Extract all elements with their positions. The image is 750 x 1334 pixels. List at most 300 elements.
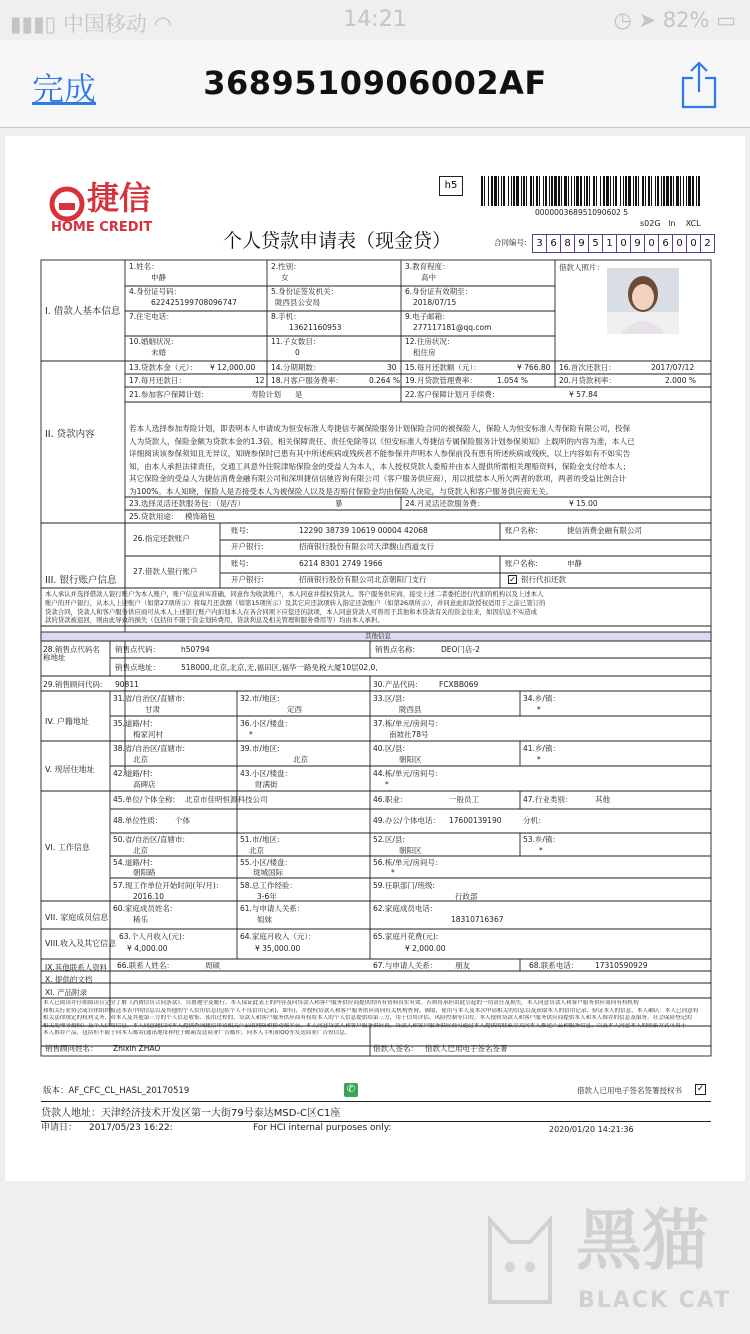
contract-digit: 0 — [686, 235, 700, 252]
f46-value: 一般员工 — [449, 795, 479, 804]
pos-code-value: h50794 — [181, 645, 210, 654]
barcode-bar — [623, 176, 624, 206]
f15-value: ¥ 766.80 — [517, 363, 551, 372]
f57-value: 2016.10 — [133, 892, 165, 901]
barcode-bar — [523, 176, 525, 206]
f18-label: 18.月客户服务费率： — [271, 376, 343, 385]
home-credit-logo — [49, 179, 169, 238]
bank2-label: 开户银行: — [231, 575, 264, 584]
f27-label: 27.借款人银行账户 — [133, 567, 198, 576]
f2-label: 2.性别： — [271, 262, 301, 271]
ext-label: 分机： — [523, 816, 546, 825]
barcode-bar — [533, 176, 534, 206]
pos-code-label: 销售点代码： — [115, 645, 160, 654]
barcode-bar — [657, 176, 659, 206]
contract-digit: 3 — [536, 238, 543, 249]
barcode-bar — [568, 176, 569, 206]
f42-label: 42.道路/村: — [113, 769, 153, 778]
f38-label: 38.省/自治区/直辖市: — [113, 744, 186, 753]
f51-value: 北京 — [249, 846, 264, 855]
f3-value: 高中 — [421, 273, 436, 282]
barcode-bar — [680, 176, 681, 206]
f14-value: 30 — [387, 363, 397, 372]
f54-value: 朝阳路 — [133, 868, 156, 877]
f67-value: 朋友 — [455, 961, 470, 970]
f47-value: 其他 — [595, 795, 610, 804]
barcode-bar — [508, 176, 509, 206]
f17-label: 17.每月还款日： — [129, 376, 186, 385]
f62-label: 62.家庭成员电话： — [373, 904, 438, 913]
section-4-title: IV. 户籍地址 — [45, 717, 89, 726]
section-1-title: I. 借款人基本信息 — [45, 306, 121, 317]
barcode-bar — [666, 176, 669, 206]
section-3-title: III. 银行账户信息 — [45, 575, 117, 586]
barcode-bar — [580, 176, 582, 206]
battery-percent: 82% — [662, 8, 710, 32]
barcode-bar — [635, 176, 637, 206]
barcode-bar — [683, 176, 684, 206]
f66-label: 66.联系人姓名： — [117, 961, 174, 970]
f4-value: 622425199708096747 — [151, 298, 237, 307]
f54-label: 54.道路/村: — [113, 858, 153, 867]
barcode — [479, 176, 705, 206]
barcode-bar — [543, 176, 544, 206]
f1-label: 1.姓名： — [129, 262, 159, 271]
navigation-bar — [0, 40, 750, 128]
f2-value: 女 — [281, 273, 289, 282]
bank-label: 开户银行: — [231, 542, 264, 551]
f16-label: 16.首次还款日： — [559, 363, 616, 372]
payee2-label: 账户名称: — [505, 559, 538, 568]
f59-value: 行政部 — [455, 892, 478, 901]
sales-sign-value: Zhixin ZHAO — [113, 1044, 161, 1053]
hci-internal-label: For HCI internal purposes only: — [253, 1123, 392, 1133]
barcode-bar — [530, 176, 532, 206]
f3-label: 3.教育程度： — [405, 262, 450, 271]
battery-icon: ▭ — [716, 8, 736, 32]
f6-value: 2018/07/15 — [413, 298, 457, 307]
f57-label: 57.现工作单位开始时间(年/月)： — [113, 881, 224, 890]
f8-label: 8.手机： — [271, 312, 301, 321]
f34-label: 34.乡/镇： — [523, 694, 560, 703]
f6-label: 6.身份证有效期至： — [405, 287, 473, 296]
barcode-bar — [645, 176, 646, 206]
barcode-bar — [498, 176, 499, 206]
f19-label: 19.月贷款管理费率： — [405, 376, 477, 385]
payee-value: 捷信消费金融有限公司 — [567, 526, 642, 535]
phone-icon: ✆ — [344, 1083, 358, 1097]
f32-label: 32.市/地区: — [240, 694, 280, 703]
f23-label: 23.选择灵活还款服务包：（是/否） — [129, 499, 245, 508]
brand-name-cn: 捷信 — [87, 179, 152, 217]
withhold-label: 银行代扣还款 — [521, 575, 566, 584]
f64-label: 64.家庭月收入（元）： — [240, 932, 316, 941]
f9-value: 277117181@qq.com — [413, 323, 492, 332]
location-icon: ➤ — [638, 8, 657, 32]
section-6-title: VI. 工作信息 — [45, 843, 90, 852]
f45-label: 45.单位/个体全称: — [113, 795, 175, 804]
section-2-title: II. 贷款内容 — [45, 429, 95, 440]
pos-addr-value: 518000,北京,北京,无,福田区,福华一路免税大厦10层02,0, — [181, 663, 378, 672]
f16-value: 2017/07/12 — [651, 363, 695, 372]
bank2-value: 招商银行股份有限公司北京朝阳门支行 — [299, 575, 427, 584]
f52-value: 朝阳区 — [399, 846, 422, 855]
f25-value: 模饰箱包 — [185, 512, 215, 521]
contract-number-boxes — [532, 234, 715, 253]
barcode-bar — [610, 176, 611, 206]
f63-label: 63.个人月收入(元)： — [119, 932, 190, 941]
f67-label: 67.与申请人关系： — [373, 961, 438, 970]
f55-label: 55.小区/楼盘： — [240, 858, 292, 867]
f22-label: 22.客户保障计划月手续费： — [405, 390, 500, 399]
f24-value: ¥ 15.00 — [569, 499, 598, 508]
barcode-bar — [676, 176, 679, 206]
f12-value: 租住房 — [413, 348, 436, 357]
contract-digit: 2 — [700, 235, 714, 252]
signal-icon: ▮▮▮▯ — [10, 12, 57, 36]
f40-label: 40.区/县: — [373, 744, 405, 753]
barcode-bar — [628, 176, 631, 206]
contract-digit: 0 — [644, 235, 658, 252]
barcode-bar — [698, 176, 700, 206]
barcode-bar — [638, 176, 639, 206]
withhold-checkbox[interactable]: ✓ — [509, 575, 516, 584]
f22-value: ¥ 57.84 — [569, 390, 598, 399]
alarm-icon: ◷ — [613, 8, 632, 32]
lender-address: 贷款人地址：天津经济技术开发区第一大街79号泰达MSD-C区C1座 — [41, 1108, 341, 1119]
contract-digit: 6 — [546, 235, 560, 252]
carrier: 中国移动 — [62, 12, 147, 36]
barcode-bar — [503, 176, 505, 206]
f56-label: 56.栋/单元/房间号： — [373, 858, 443, 867]
f48-label: 48.单位性质： — [113, 816, 163, 825]
declaration-line: 相关处理等授权）及个人信用信息。本人同意捷信向本人提供查询捷信申请相关产品的网络和移动端平台。本人同意贷款人和客户服务供应商，贷款人和客户服务供应商可通过本人提供的联系方式向本人推送产品和服务信息，以及本人同意本人的联系方式可用于 — [43, 1022, 687, 1029]
f37-label: 37.栋/单元/房间号： — [373, 719, 443, 728]
f60-value: 稀乐 — [133, 915, 148, 924]
barcode-bar — [545, 176, 547, 206]
barcode-bar — [481, 176, 483, 206]
barcode-bar — [688, 176, 691, 206]
f11-value: 0 — [295, 348, 300, 357]
barcode-bar — [526, 176, 527, 206]
f66-value: 周硕 — [205, 961, 220, 970]
f21-value2: 是 — [295, 390, 303, 399]
watermark-cn: 黑猫 — [576, 1202, 708, 1279]
f60-label: 60.家庭成员姓名: — [113, 904, 173, 913]
f39-value: 北京 — [293, 755, 308, 764]
payee-label: 账户名称: — [505, 526, 538, 535]
f46-label: 46.职业： — [373, 795, 408, 804]
barcode-bar — [663, 176, 665, 206]
f59-label: 59.任职部门/班级: — [373, 881, 435, 890]
wifi-icon: ◠ — [153, 12, 172, 36]
f41-label: 41.乡/镇： — [523, 744, 560, 753]
f10-label: 10.婚姻状况： — [129, 337, 179, 346]
done-button[interactable]: 完成 — [32, 70, 97, 108]
barcode-bar — [613, 176, 614, 206]
version-text: 版本：AF_CFC_CL_HASL_20170519 — [43, 1086, 190, 1096]
barcode-bar — [606, 176, 609, 206]
barcode-bar — [576, 176, 579, 206]
barcode-bar — [686, 176, 687, 206]
contract-digit: 5 — [588, 235, 602, 252]
f40-value: 朝阳区 — [399, 755, 422, 764]
borrower-photo — [607, 268, 679, 334]
f49-value: 17600139190 — [449, 816, 502, 825]
f31-label: 31.省/自治区/直辖市: — [113, 694, 186, 703]
f23-value: 暴 — [335, 499, 343, 508]
status-bar — [0, 0, 750, 40]
f21-label: 21.参加客户保障计划： — [129, 390, 209, 399]
watermark-en: BLACK CAT — [578, 1288, 732, 1313]
black-cat-logo-icon — [480, 1212, 560, 1322]
f21-value: 寿险计划 — [251, 390, 281, 399]
barcode-bar — [661, 176, 662, 206]
barcode-bar — [571, 176, 572, 206]
f42-value: 高碑店 — [133, 780, 156, 789]
f44-label: 44.栋/单元/房间号： — [373, 769, 443, 778]
section-9-title: IX.其他联系人资料 — [45, 963, 108, 972]
f29-label: 29.销售顾问代码: — [43, 680, 103, 689]
contract-digit: 0 — [616, 235, 630, 252]
f43-value: 财满街 — [255, 780, 278, 789]
bank-notice-line: 贷款合同，贷款人和客户服务供应商可从本人上述银行账户内扣划本人在各合同项下应偿还的款项，本人同意贷款人可将用于其他和本贷款有关的资金往来，如因信息不实造成 — [45, 607, 538, 616]
barcode-bar — [521, 176, 522, 206]
barcode-bar — [633, 176, 634, 206]
other-info-header: 其他信息 — [365, 632, 391, 640]
contract-digit: 0 — [672, 235, 686, 252]
barcode-bar — [536, 176, 538, 206]
barcode-bar — [648, 176, 650, 206]
f8-value: 13621160953 — [289, 323, 342, 332]
f41-value: * — [537, 755, 541, 764]
esign-auth-text: 借款人已用电子签名签署授权书 — [577, 1086, 682, 1095]
barcode-bar — [586, 176, 588, 206]
f53-value: * — [539, 846, 543, 855]
insurance-text-line: 人为贷款人，保险金额为贷款本金的1.3倍。相关保障责任、责任免除等以《恒安标准人寿捷信专属保险服务计划参保须知》上载明的内容为准，本人已 — [129, 436, 635, 446]
f30-label: 30.产品代码： — [373, 680, 423, 689]
contract-digit: 9 — [630, 235, 644, 252]
document-title: 3689510906002AF — [203, 64, 547, 102]
barcode-bar — [554, 176, 557, 206]
f20-label: 20.月贷款利率： — [559, 376, 616, 385]
acct2-value: 6214 8301 2749 1966 — [299, 559, 383, 568]
barcode-bar — [484, 176, 485, 206]
f26-label: 26.指定还款账户 — [133, 534, 190, 543]
share-icon[interactable] — [680, 60, 718, 110]
barcode-bar — [561, 176, 562, 206]
h5-box: h5 — [439, 176, 463, 196]
barcode-bar — [584, 176, 585, 206]
f38-value: 北京 — [133, 755, 148, 764]
f11-label: 11.子女数目： — [271, 337, 321, 346]
barcode-bar — [655, 176, 656, 206]
contract-digit: 9 — [574, 235, 588, 252]
f55-value: 珑城国际 — [253, 868, 283, 877]
insurance-text — [129, 423, 709, 499]
f68-value: 17310590929 — [595, 961, 648, 970]
f32-value: 定西 — [287, 705, 302, 714]
barcode-number: 000000368951090602 5 — [535, 208, 629, 217]
barcode-bar — [673, 176, 674, 206]
barcode-bar — [511, 176, 512, 206]
section-5-title: V. 现居住地址 — [45, 765, 95, 774]
barcode-bar — [551, 176, 553, 206]
brand-icon — [49, 186, 85, 222]
f58-value: 3-6年 — [257, 892, 277, 901]
f45-value: 北京市佳明恒源科技公司 — [185, 795, 268, 804]
f62-value: 18310716367 — [451, 915, 504, 924]
f17-value: 12 — [255, 376, 265, 385]
insurance-text-line: 知，由本人承担法律责任，交通工具意外住院津贴保险金的受益人为本人，本人授权贷款人委赔并由本人提供所需相关理赔资料，保险金支付给本人； — [129, 461, 631, 471]
declaration-line: 本人已阅读并仔细阅读且完全了解《消费信贷合同条款》，自愿遵守及履行。本人保证此表上的内容及向贷款人和客户服务供应商提供的所有资料真实有效。否则将承担由此引起的一切责任及损失。本人同意贷款人和客户服务供应商向有权机构 — [43, 1000, 639, 1006]
barcode-bar — [574, 176, 575, 206]
f15-label: 15.每月还款额（元）： — [405, 363, 481, 372]
barcode-bar — [513, 176, 515, 206]
barcode-bar — [625, 176, 627, 206]
contract-digit: 6 — [658, 235, 672, 252]
print-time: 2020/01/20 14:21:36 — [549, 1125, 634, 1134]
f56-value: * — [391, 868, 395, 877]
loan-application-form — [5, 136, 745, 1181]
barcode-bar — [651, 176, 652, 206]
barcode-bar — [615, 176, 617, 206]
f49-label: 49.办公/个体电话： — [373, 816, 440, 825]
barcode-bar — [589, 176, 590, 206]
f31-value: 甘肃 — [145, 705, 160, 714]
section-11-title: XI. 产品附录 — [45, 988, 88, 997]
section-7-title: VII. 家庭成员信息 — [45, 913, 109, 922]
f43-label: 43.小区/楼盘： — [240, 769, 292, 778]
f30-value: FCXBB069 — [439, 680, 479, 689]
f13-label: 13.贷款本金（元）： — [129, 363, 198, 372]
sales-sign-label: 销售顾问姓名： — [45, 1044, 98, 1053]
f65-value: ¥ 2,000.00 — [405, 944, 446, 953]
f47-label: 47.行业类别： — [523, 795, 573, 804]
bank-notice-line: 账户的开户银行，从本人上述账户（如第27项所示）将每月还款额（如第15项所示）及其它应还款项转入指定还款账户（如第26项所示），并同意此扣款授权适用于之前已签订的 — [45, 598, 546, 607]
barcode-bar — [696, 176, 697, 206]
barcode-bar — [491, 176, 493, 206]
f51-label: 51.市/地区: — [240, 835, 280, 844]
barcode-bar — [620, 176, 621, 206]
barcode-bar — [539, 176, 540, 206]
barcode-bar — [501, 176, 502, 206]
acct-value: 12290 38739 10619 00004 42068 — [299, 526, 428, 535]
borrower-sign-label: 借款人签名： — [373, 1044, 418, 1053]
apply-date-label: 申请日： — [41, 1123, 78, 1133]
f34-value: * — [537, 705, 541, 714]
f10-value: 未婚 — [151, 348, 166, 357]
insurance-text-line: 详细阅读该参保须知且无异议，知晓参保时已患有其中所述疾病或残疾者不能参保并声明本人参保前没有患有所述疾病或残疾，以上内容如有不如实告 — [129, 449, 631, 459]
barcode-bar — [670, 176, 672, 206]
declaration-line: 相关法律规定的权利义务，对本人及其他第三方的个人信息收集、使用过程的，贷款人和客户服务供应商有权将本人的个人信息提供给第三方，用于信用评估、风险控制等目的。本人授权贷款人和客户服务供应商提供本人和本人推荐的信息及服务。社会保险登记的 — [43, 1015, 692, 1022]
f12-label: 12.住房状况： — [405, 337, 455, 346]
barcode-bar — [593, 176, 595, 206]
pos-name-label: 销售点名称: — [375, 645, 416, 654]
bank-notice-text — [45, 590, 709, 625]
f1-value: 申静 — [151, 273, 166, 282]
barcode-bar — [692, 176, 694, 206]
f4-label: 4.身份证号码： — [129, 287, 182, 296]
f24-label: 24.月灵活还款服务费： — [405, 499, 485, 508]
acct2-label: 账号: — [231, 559, 249, 568]
insurance-text-line: 其它保险金的受益人为捷信消费金融有限公司和深圳捷信信驰咨询有限公司（客户服务供应商），用以抵偿本人所欠两者的款项，两者的受益比例合计 — [129, 474, 627, 484]
f19-value: 1.054 % — [497, 376, 528, 385]
f36-label: 36.小区/楼盘： — [240, 719, 292, 728]
section-8-title: VIII.收入及其它信息 — [45, 939, 117, 948]
f63-value: ¥ 4,000.00 — [127, 944, 168, 953]
f5-label: 5.身份证签发机关： — [271, 287, 339, 296]
bank-notice-line: 款的贷款被退回，则由此导致的损失（包括但不限于资金划转费用、贷款利息及相关管理和服务费用等）均由本人承担。 — [45, 616, 384, 625]
f20-value: 2.000 % — [665, 376, 696, 385]
f36-value: * — [249, 730, 253, 739]
barcode-bar — [642, 176, 644, 206]
f35-value: 梅家河村 — [133, 730, 163, 739]
f53-label: 53.乡/镇： — [523, 835, 560, 844]
barcode-bar — [549, 176, 550, 206]
f33-value: 陇西县 — [399, 705, 422, 714]
declaration-line: 和相关行业协会或自律组织报送本表中的信息以及其他的个人信用信息(包括个人不良信用记录)，如有)，并授权贷款人和客户服务供应商向有关机构查询、调取、使用与本人及本次申请相关的信息以及获取本人的信用记录、验证本人的信息，本人确认：本人已同意将 — [43, 1007, 699, 1014]
barcode-bar — [488, 176, 489, 206]
status-time: 14:21 — [343, 7, 407, 32]
pos-name-value: DEO门店-2 — [441, 645, 480, 654]
f44-value: * — [385, 780, 389, 789]
f37-value: 南坡社78号 — [389, 730, 429, 739]
borrower-sign-value: 借款人已用电子签名签署 — [425, 1044, 508, 1053]
f18-value: 0.264 % — [369, 376, 400, 385]
photo-label: 借款人照片： — [559, 263, 604, 272]
f61-label: 61.与申请人关系： — [240, 904, 305, 913]
apply-date-value: 2017/05/23 16:22: — [89, 1123, 173, 1133]
barcode-bar — [596, 176, 597, 206]
f52-label: 52.区/县: — [373, 835, 405, 844]
barcode-bar — [558, 176, 560, 206]
bank-notice-line: 本人承认并选择借款人银行账户为本人账户，账户信息真实准确，同意作为收款账户，本人同意并授权贷款人、客户服务供应商，接受上述二者委托进行代扣的机构以及上述本人 — [45, 590, 544, 598]
f35-label: 35.道路/村: — [113, 719, 153, 728]
f64-value: ¥ 35,000.00 — [255, 944, 301, 953]
barcode-bar — [494, 176, 497, 206]
f28-label: 28.销售点代码名称地址 — [43, 645, 100, 663]
code-ln: ln — [668, 219, 676, 228]
code-xcl: XCL — [685, 219, 701, 228]
bank-value: 招商银行股份有限公司天津馥山西道支行 — [299, 542, 434, 551]
f13-value: ¥ 12,000.00 — [210, 363, 256, 372]
f14-label: 14.分期期数： — [271, 363, 321, 372]
f68-label: 68.联系电话： — [529, 961, 579, 970]
f50-value: 北京 — [133, 846, 148, 855]
f7-label: 7.住宅电话： — [129, 312, 174, 321]
f29-value: 90811 — [115, 680, 139, 689]
insurance-text-line: 为100%。本人知晓，保险人是否接受本人为被保险人以及是否赔付保险金均由保险人决定，与贷款人和客户服务供应商无关。 — [129, 486, 554, 496]
section-10-title: X. 提供的文档 — [45, 975, 93, 984]
f39-label: 39.市/地区: — [240, 744, 280, 753]
esign-checkbox[interactable]: ✓ — [696, 1084, 705, 1094]
form-title: 个人贷款申请表（现金贷） — [223, 230, 452, 252]
brand-name-en: HOME CREDIT — [51, 220, 153, 235]
barcode-bar — [564, 176, 567, 206]
barcode-bar — [516, 176, 519, 206]
barcode-bar — [600, 176, 601, 206]
declaration-line: 本人推荐产品，包括但不限于向本人邮寄(通讯地址和电子邮箱发送商业广告邮件，向本人手机和QQ等发送商业广告短信息。 — [43, 1030, 351, 1037]
f25-label: 25.贷款用途： — [129, 512, 179, 521]
f48-value: 个体 — [175, 816, 190, 825]
declaration-text — [43, 1000, 711, 1038]
f61-value: 姐妹 — [257, 915, 272, 924]
contract-digit: 8 — [560, 235, 574, 252]
f50-label: 50.省/自治区/直辖市: — [113, 835, 186, 844]
f58-label: 58.总工作经验： — [240, 881, 297, 890]
payee2-value: 申静 — [567, 559, 582, 568]
